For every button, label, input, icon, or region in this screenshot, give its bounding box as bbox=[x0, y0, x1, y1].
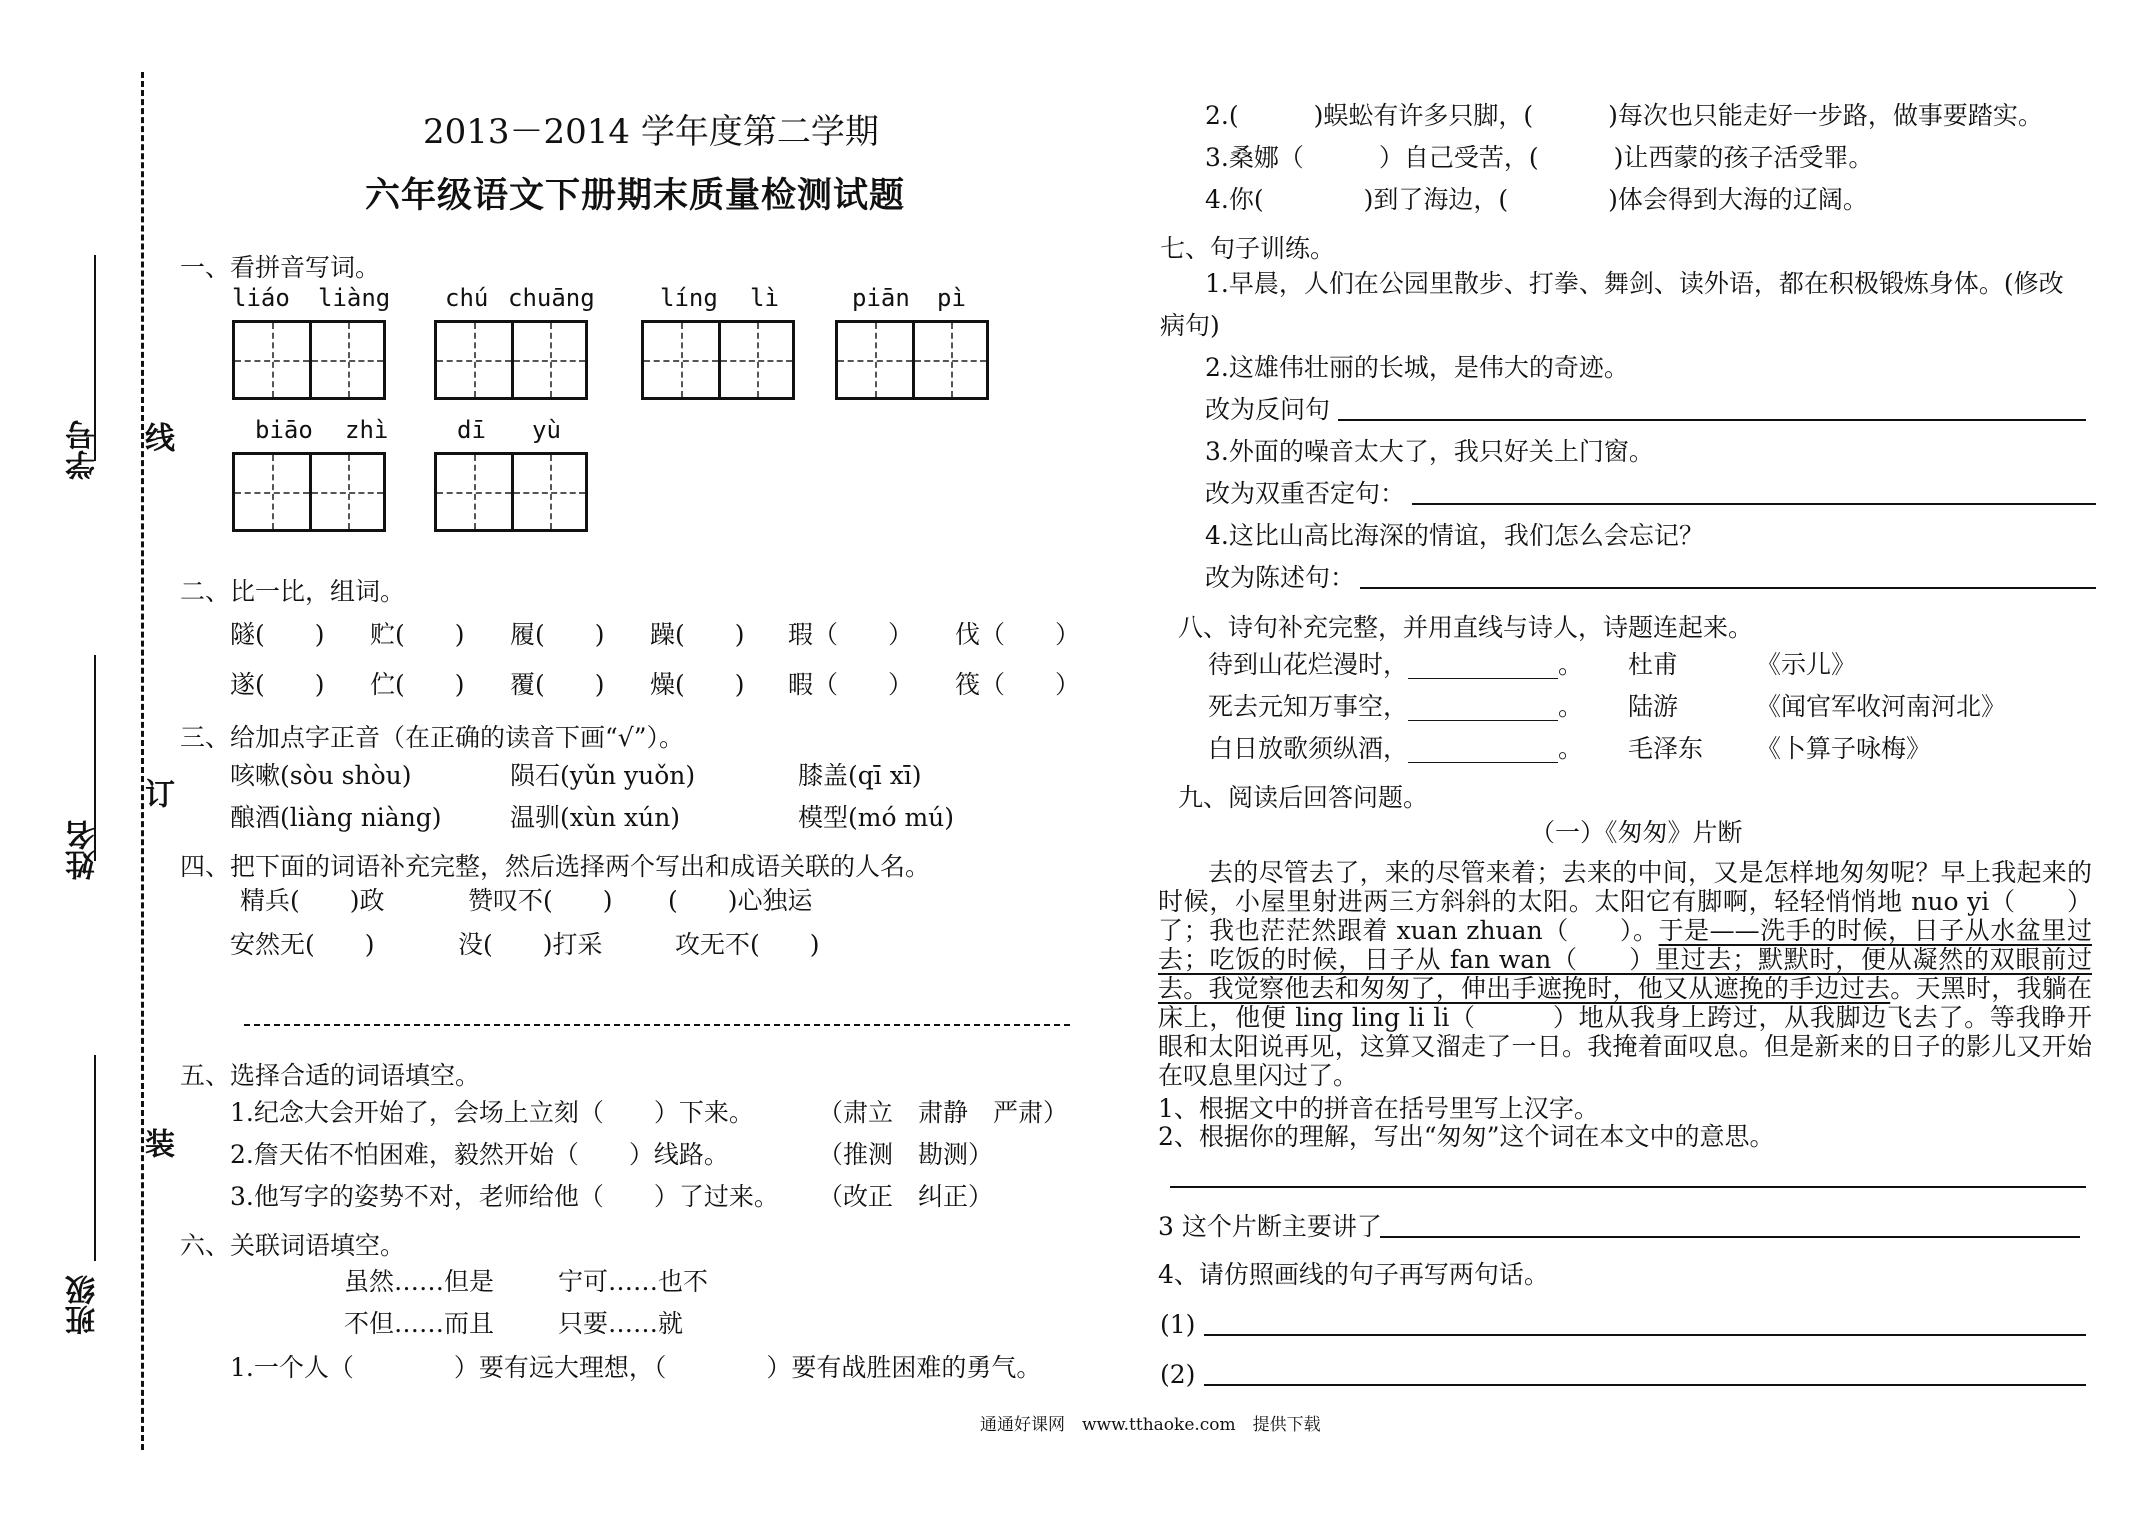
rewrite-label: 改为反问句 bbox=[1205, 395, 1331, 424]
sentence-question: 3.外面的噪音太大了，我只好关上门窗。 bbox=[1205, 437, 1654, 466]
pinyin: liáo bbox=[232, 284, 290, 312]
s3-heading: 三、给加点字正音（在正确的读音下画“√”）。 bbox=[180, 723, 684, 752]
answer-line[interactable] bbox=[1204, 1334, 2086, 1336]
conjunction-pair: 不但……而且 bbox=[344, 1309, 495, 1338]
fill-question: 2.詹天佑不怕困难，毅然开始（ ）线路。 bbox=[230, 1140, 729, 1169]
reading-question: 2、根据你的理解，写出“匆匆”这个词在本文中的意思。 bbox=[1158, 1122, 1775, 1151]
fill-question: 3.他写字的姿势不对，老师给他（ ）了过来。 bbox=[230, 1182, 779, 1211]
pinyin: liàng bbox=[318, 284, 391, 312]
word-options: （改正 纠正） bbox=[818, 1182, 994, 1211]
compare-item[interactable]: 伫( ) bbox=[370, 670, 465, 699]
pinyin: biāo bbox=[255, 416, 313, 444]
conjunction-pair: 宁可……也不 bbox=[558, 1267, 709, 1296]
idiom-item[interactable]: 没( )打采 bbox=[458, 930, 603, 959]
word-options: （推测 勘测） bbox=[818, 1140, 994, 1169]
pinyin: dī bbox=[457, 416, 486, 444]
answer-number: (2) bbox=[1160, 1360, 1196, 1389]
name-label: 姓名 bbox=[66, 820, 101, 880]
pinyin: chuāng bbox=[508, 284, 595, 312]
answer-line[interactable] bbox=[1380, 1236, 2080, 1238]
pronunciation-item[interactable]: 酿酒(liàng niàng) bbox=[230, 803, 442, 832]
s5-heading: 五、选择合适的词语填空。 bbox=[180, 1061, 481, 1090]
pinyin: lì bbox=[750, 284, 779, 312]
compare-item[interactable]: 燥( ) bbox=[650, 670, 745, 699]
idiom-item[interactable]: ( )心独运 bbox=[668, 886, 813, 915]
s6-heading: 六、关联词语填空。 bbox=[180, 1231, 406, 1260]
pinyin: zhì bbox=[345, 416, 389, 444]
idiom-item[interactable]: 安然无( ) bbox=[230, 930, 375, 959]
char-grid[interactable] bbox=[641, 320, 795, 400]
s4-heading: 四、把下面的词语补充完整，然后选择两个写出和成语关联的人名。 bbox=[180, 852, 931, 881]
underlined-sentences: 于是——洗手的时候，日子从水盆里过去；吃饭的时候，日子从 fan wan（ ）里过去；默默时，便从凝然的双眼前过去。我觉察他去和匆匆了，伸出手遮挽时，他又从遮挽的手边过去 bbox=[1158, 916, 2092, 1003]
poem-verse[interactable]: 白日放歌须纵酒，____________。 bbox=[1208, 734, 1584, 763]
s8-heading: 八、诗句补充完整，并用直线与诗人，诗题连起来。 bbox=[1178, 613, 1754, 642]
pronunciation-item[interactable]: 膝盖(qī xī) bbox=[798, 761, 922, 790]
answer-line[interactable] bbox=[1412, 503, 2096, 505]
binding-char-order: 订 bbox=[139, 778, 174, 808]
pinyin: pì bbox=[937, 284, 966, 312]
poet-name[interactable]: 毛泽东 bbox=[1628, 734, 1704, 763]
compare-item[interactable]: 瑕（ ） bbox=[788, 620, 914, 649]
s2-heading: 二、比一比，组词。 bbox=[180, 577, 406, 606]
compare-item[interactable]: 躁( ) bbox=[650, 620, 745, 649]
idiom-item[interactable]: 赞叹不( ) bbox=[468, 886, 613, 915]
sentence-question: 2.这雄伟壮丽的长城，是伟大的奇迹。 bbox=[1205, 353, 1629, 382]
reading-question: 1、根据文中的拼音在括号里写上汉字。 bbox=[1158, 1094, 1599, 1123]
idiom-item[interactable]: 攻无不( ) bbox=[675, 930, 820, 959]
compare-item[interactable]: 贮( ) bbox=[370, 620, 465, 649]
char-grid[interactable] bbox=[835, 320, 989, 400]
reading-question: 3 这个片断主要讲了 bbox=[1158, 1212, 1382, 1241]
exam-title-main: 六年级语文下册期末质量检测试题 bbox=[365, 175, 906, 216]
conjunction-question: 4.你( )到了海边，( )体会得到大海的辽阔。 bbox=[1205, 185, 1868, 214]
class-label: 班级 bbox=[66, 1275, 101, 1335]
answer-number: (1) bbox=[1160, 1310, 1196, 1339]
pronunciation-item[interactable]: 温驯(xùn xún) bbox=[510, 803, 681, 832]
s7-heading: 七、句子训练。 bbox=[1160, 234, 1336, 263]
char-grid[interactable] bbox=[232, 320, 386, 400]
pinyin: yù bbox=[532, 416, 561, 444]
compare-item[interactable]: 隧( ) bbox=[230, 620, 325, 649]
fill-question: 1.纪念大会开始了，会场上立刻（ ）下来。 bbox=[230, 1098, 754, 1127]
answer-line[interactable] bbox=[1170, 1186, 2086, 1188]
poem-title[interactable]: 《示儿》 bbox=[1756, 650, 1857, 679]
exam-title-year: 2013－2014 学年度第二学期 bbox=[423, 112, 879, 152]
pronunciation-item[interactable]: 咳嗽(sòu shòu) bbox=[230, 761, 412, 790]
rewrite-label: 改为双重否定句： bbox=[1205, 479, 1406, 508]
answer-line[interactable] bbox=[1360, 587, 2096, 589]
answer-line[interactable] bbox=[1204, 1384, 2086, 1386]
binding-dashed-line bbox=[141, 72, 144, 1450]
char-grid[interactable] bbox=[434, 320, 588, 400]
conjunction-question: 3.桑娜（ ）自己受苦，( )让西蒙的孩子活受罪。 bbox=[1205, 143, 1874, 172]
s1-heading: 一、看拼音写词。 bbox=[180, 253, 381, 282]
poem-title[interactable]: 《卜算子咏梅》 bbox=[1756, 734, 1932, 763]
poem-title[interactable]: 《闻官军收河南河北》 bbox=[1756, 692, 2007, 721]
sentence-question: 1.早晨，人们在公园里散步、打拳、舞剑、读外语，都在积极锻炼身体。(修改 bbox=[1205, 269, 2064, 298]
answer-line[interactable] bbox=[1338, 419, 2086, 421]
pronunciation-item[interactable]: 陨石(yǔn yuǒn) bbox=[510, 761, 696, 790]
sentence-question: 4.这比山高比海深的情谊，我们怎么会忘记？ bbox=[1205, 521, 1704, 550]
class-blank[interactable] bbox=[94, 1055, 96, 1261]
sentence-question-cont: 病句) bbox=[1160, 311, 1220, 340]
compare-item[interactable]: 覆( ) bbox=[510, 670, 605, 699]
conjunction-question: 1.一个人（ ）要有远大理想，（ ）要有战胜困难的勇气。 bbox=[230, 1353, 1042, 1382]
binding-char-line: 线 bbox=[139, 422, 174, 452]
idiom-item[interactable]: 精兵( )政 bbox=[240, 886, 385, 915]
char-grid[interactable] bbox=[232, 452, 386, 532]
poem-verse[interactable]: 待到山花烂漫时，____________。 bbox=[1208, 650, 1584, 679]
compare-item[interactable]: 遂( ) bbox=[230, 670, 325, 699]
pinyin: líng bbox=[660, 284, 718, 312]
pinyin: chú bbox=[445, 284, 489, 312]
conjunction-pair: 虽然……但是 bbox=[344, 1267, 495, 1296]
reading-question: 4、请仿照画线的句子再写两句话。 bbox=[1158, 1260, 1549, 1289]
rewrite-label: 改为陈述句： bbox=[1205, 563, 1356, 592]
compare-item[interactable]: 暇（ ） bbox=[788, 670, 914, 699]
student-id-label: 学号 bbox=[66, 420, 101, 480]
word-options: （肃立 肃静 严肃） bbox=[818, 1098, 1069, 1127]
compare-item[interactable]: 履( ) bbox=[510, 620, 605, 649]
poet-name[interactable]: 陆游 bbox=[1628, 692, 1679, 721]
poet-name[interactable]: 杜甫 bbox=[1628, 650, 1679, 679]
s9-heading: 九、阅读后回答问题。 bbox=[1178, 783, 1429, 812]
char-grid[interactable] bbox=[434, 452, 588, 532]
pinyin: piān bbox=[852, 284, 910, 312]
passage-text: 去的尽管去了，来的尽管来着；去来的中间，又是怎样地匆匆呢？早上我起来的时候，小屋里射进两三方斜斜的太阳。太阳它有脚啊，轻轻悄悄地 nuo yi（ ）了；我也茫茫然跟着 xuan zhuan（ ）。于是——洗手的时候，日子从水盆里过去；吃饭的时候，日子从 fan wan（ ）里过去；默默时，便从凝然的双眼前过去。我觉察他去和匆匆了，伸出手遮挽时，他又从遮挽的手边过去。天黑时，我躺在床上，他便 ling ling li li（ ）地从我身上跨过，从我脚边飞去了。等我睁开眼和太阳说再见，这算又溜走了一日。我掩着面叹息。但是新来的日子的影儿又开始在叹息里闪过了。 bbox=[1158, 858, 2092, 1090]
conjunction-pair: 只要……就 bbox=[558, 1309, 684, 1338]
conjunction-question: 2.( )蜈蚣有许多只脚，( )每次也只能走好一步路，做事要踏实。 bbox=[1205, 101, 2043, 130]
binding-char-install: 装 bbox=[139, 1128, 174, 1158]
footer-credit: 通通好课网 www.tthaoke.com 提供下载 bbox=[980, 1415, 1321, 1435]
passage-title: （一）《匆匆》片断 bbox=[1530, 818, 1743, 847]
compare-item[interactable]: 伐（ ） bbox=[955, 620, 1081, 649]
answer-line[interactable] bbox=[244, 1024, 1070, 1026]
pronunciation-item[interactable]: 模型(mó mú) bbox=[798, 803, 955, 832]
poem-verse[interactable]: 死去元知万事空，____________。 bbox=[1208, 692, 1584, 721]
compare-item[interactable]: 筏（ ） bbox=[955, 670, 1081, 699]
